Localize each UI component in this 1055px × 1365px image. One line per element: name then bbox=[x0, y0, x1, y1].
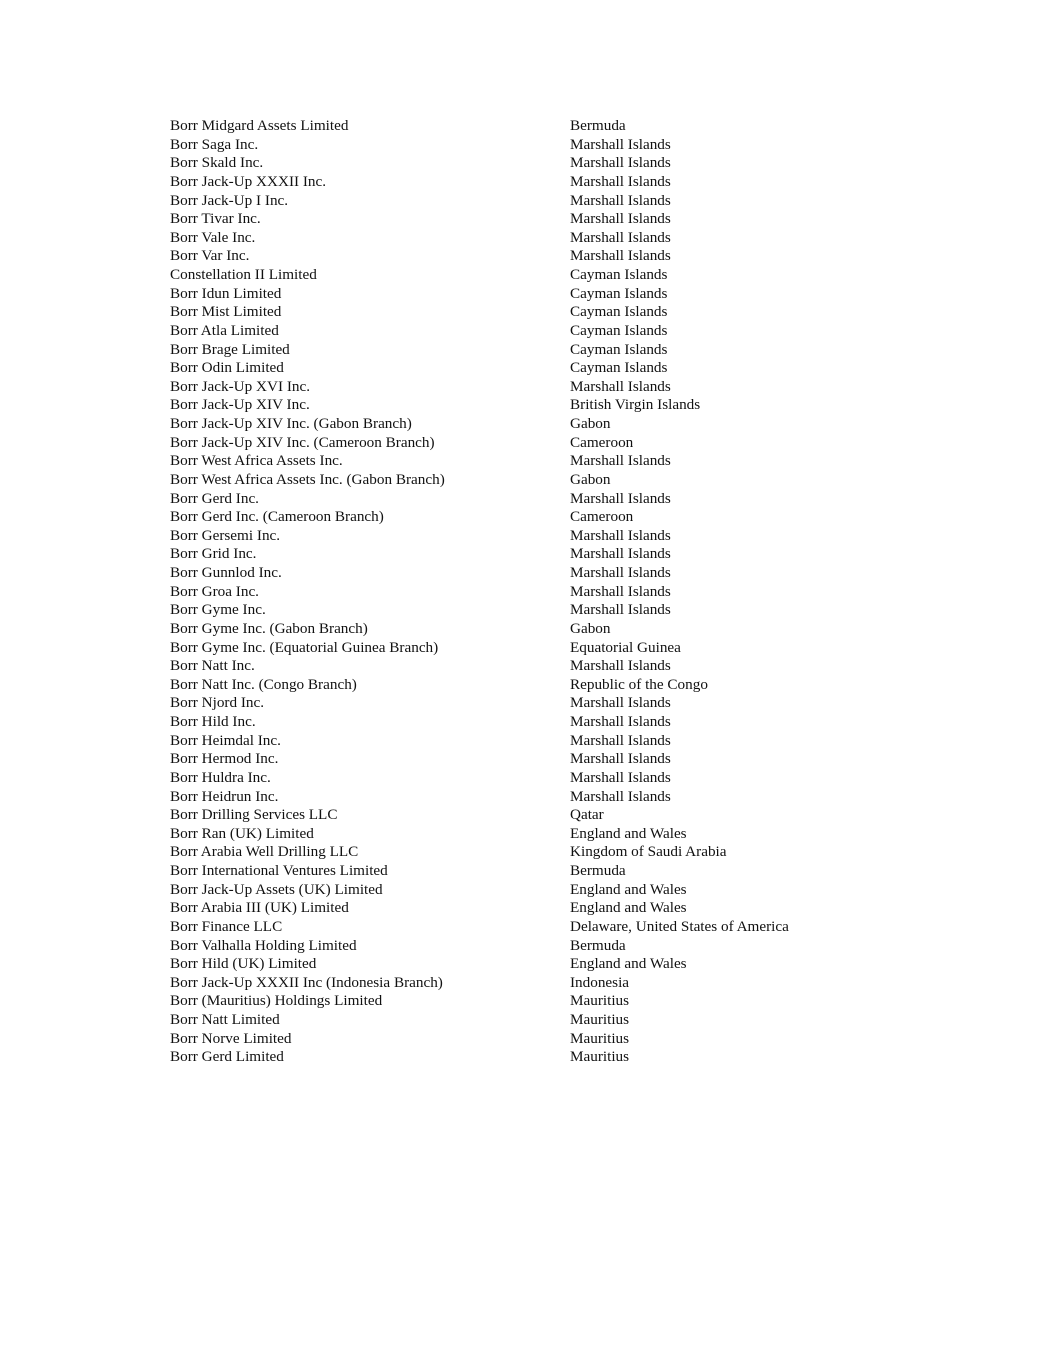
subsidiary-row bbox=[170, 955, 789, 974]
subsidiary-row bbox=[170, 601, 789, 620]
entity-name: Borr Groa Inc. bbox=[170, 582, 259, 600]
subsidiary-row bbox=[170, 322, 789, 341]
jurisdiction: Marshall Islands bbox=[570, 601, 671, 619]
subsidiary-row bbox=[170, 136, 789, 155]
entity-name: Borr Arabia Well Drilling LLC bbox=[170, 843, 359, 861]
jurisdiction: Cayman Islands bbox=[570, 284, 668, 302]
entity-name: Borr Jack-Up XIV Inc. bbox=[170, 396, 310, 414]
jurisdiction: Marshall Islands bbox=[570, 191, 671, 209]
jurisdiction: Cayman Islands bbox=[570, 340, 668, 358]
entity-name: Borr International Ventures Limited bbox=[170, 862, 388, 879]
jurisdiction: Cameroon bbox=[570, 508, 634, 526]
subsidiary-row bbox=[170, 415, 789, 434]
jurisdiction: Gabon bbox=[570, 415, 611, 432]
jurisdiction: Kingdom of Saudi Arabia bbox=[570, 843, 727, 861]
jurisdiction: England and Wales bbox=[570, 880, 687, 898]
jurisdiction: Marshall Islands bbox=[570, 545, 671, 563]
subsidiary-row bbox=[170, 341, 789, 360]
jurisdiction: England and Wales bbox=[570, 824, 687, 842]
entity-name: Borr West Africa Assets Inc. bbox=[170, 452, 343, 470]
jurisdiction: Bermuda bbox=[570, 862, 626, 879]
entity-name: Borr Jack-Up XIV Inc. (Gabon Branch) bbox=[170, 415, 412, 432]
entity-name: Borr Gyme Inc. (Gabon Branch) bbox=[170, 619, 368, 637]
entity-name: Borr Natt Limited bbox=[170, 1011, 280, 1028]
jurisdiction: Marshall Islands bbox=[570, 713, 671, 730]
entity-name: Borr Grid Inc. bbox=[170, 545, 257, 563]
entity-name: Borr Mist Limited bbox=[170, 303, 282, 321]
jurisdiction: England and Wales bbox=[570, 955, 687, 973]
subsidiary-row bbox=[170, 899, 789, 918]
subsidiary-row bbox=[170, 620, 789, 639]
subsidiary-row bbox=[170, 992, 789, 1011]
entity-name: Borr Finance LLC bbox=[170, 917, 283, 935]
subsidiary-row bbox=[170, 918, 789, 937]
subsidiary-row bbox=[170, 806, 789, 825]
entity-name: Borr Hild Inc. bbox=[170, 713, 256, 730]
jurisdiction: Mauritius bbox=[570, 992, 630, 1010]
entity-name: Borr Saga Inc. bbox=[170, 135, 259, 153]
subsidiary-row bbox=[170, 862, 789, 881]
subsidiary-row bbox=[170, 229, 789, 248]
entity-name: Borr Valhalla Holding Limited bbox=[170, 936, 357, 954]
subsidiary-row bbox=[170, 676, 789, 695]
subsidiary-row bbox=[170, 545, 789, 564]
jurisdiction: Qatar bbox=[570, 806, 604, 824]
entity-name: Borr Arabia III (UK) Limited bbox=[170, 899, 349, 917]
subsidiary-row bbox=[170, 937, 789, 956]
jurisdiction: Bermuda bbox=[570, 117, 626, 134]
jurisdiction: Marshall Islands bbox=[570, 564, 671, 581]
subsidiary-row bbox=[170, 471, 789, 490]
jurisdiction: Marshall Islands bbox=[570, 750, 671, 768]
subsidiary-row bbox=[170, 396, 789, 415]
subsidiary-row bbox=[170, 564, 789, 583]
jurisdiction: England and Wales bbox=[570, 899, 687, 917]
jurisdiction: Cayman Islands bbox=[570, 303, 668, 321]
jurisdiction: Marshall Islands bbox=[570, 526, 671, 544]
subsidiary-row bbox=[170, 266, 789, 285]
subsidiary-row bbox=[170, 434, 789, 453]
entity-name: Borr Gyme Inc. bbox=[170, 601, 266, 619]
jurisdiction: Delaware, United States of America bbox=[570, 917, 789, 935]
jurisdiction: Gabon bbox=[570, 619, 611, 637]
jurisdiction: Marshall Islands bbox=[570, 731, 671, 749]
subsidiary-row bbox=[170, 788, 789, 807]
jurisdiction: Cameroon bbox=[570, 433, 634, 451]
subsidiary-row bbox=[170, 527, 789, 546]
subsidiary-row bbox=[170, 192, 789, 211]
entity-name: Borr Jack-Up XVI Inc. bbox=[170, 377, 311, 395]
subsidiary-list bbox=[170, 117, 789, 1067]
entity-name: Borr Vale Inc. bbox=[170, 228, 256, 246]
jurisdiction: Marshall Islands bbox=[570, 489, 671, 507]
entity-name: Borr Brage Limited bbox=[170, 340, 290, 358]
jurisdiction: Gabon bbox=[570, 470, 611, 488]
subsidiary-row bbox=[170, 881, 789, 900]
subsidiary-row bbox=[170, 490, 789, 509]
jurisdiction: Cayman Islands bbox=[570, 359, 668, 377]
jurisdiction: Marshall Islands bbox=[570, 247, 671, 265]
subsidiary-row bbox=[170, 1030, 789, 1049]
entity-name: Borr Atla Limited bbox=[170, 321, 279, 339]
entity-name: Borr Ran (UK) Limited bbox=[170, 824, 314, 842]
jurisdiction: Bermuda bbox=[570, 936, 626, 954]
subsidiary-row bbox=[170, 732, 789, 751]
jurisdiction: Republic of the Congo bbox=[570, 675, 708, 693]
subsidiary-row bbox=[170, 247, 789, 266]
entity-name: Borr Jack-Up I Inc. bbox=[170, 191, 289, 209]
entity-name: Borr Gyme Inc. (Equatorial Guinea Branch) bbox=[170, 638, 439, 656]
entity-name: Borr Tivar Inc. bbox=[170, 210, 261, 228]
jurisdiction: Marshall Islands bbox=[570, 768, 671, 786]
subsidiary-row bbox=[170, 154, 789, 173]
subsidiary-row bbox=[170, 173, 789, 192]
entity-name: Borr Gerd Limited bbox=[170, 1048, 284, 1066]
subsidiary-row bbox=[170, 378, 789, 397]
entity-name: Borr Gersemi Inc. bbox=[170, 526, 281, 544]
jurisdiction: Mauritius bbox=[570, 1029, 630, 1047]
entity-name: Borr Hild (UK) Limited bbox=[170, 955, 317, 973]
entity-name: Borr Idun Limited bbox=[170, 284, 282, 302]
jurisdiction: Marshall Islands bbox=[570, 787, 671, 805]
subsidiary-row bbox=[170, 1011, 789, 1030]
entity-name: Borr Natt Inc. (Congo Branch) bbox=[170, 675, 357, 693]
entity-name: Borr (Mauritius) Holdings Limited bbox=[170, 992, 383, 1010]
jurisdiction: Marshall Islands bbox=[570, 452, 671, 470]
entity-name: Borr Drilling Services LLC bbox=[170, 806, 338, 824]
subsidiary-row bbox=[170, 825, 789, 844]
subsidiary-row bbox=[170, 508, 789, 527]
subsidiary-row bbox=[170, 694, 789, 713]
entity-name: Borr Gunnlod Inc. bbox=[170, 564, 282, 581]
subsidiary-row bbox=[170, 639, 789, 658]
subsidiary-row bbox=[170, 285, 789, 304]
entity-name: Borr Njord Inc. bbox=[170, 694, 265, 712]
jurisdiction: Marshall Islands bbox=[570, 172, 671, 190]
subsidiary-row bbox=[170, 657, 789, 676]
jurisdiction: British Virgin Islands bbox=[570, 396, 701, 414]
subsidiary-row bbox=[170, 750, 789, 769]
jurisdiction: Mauritius bbox=[570, 1048, 630, 1066]
entity-name: Borr Huldra Inc. bbox=[170, 768, 271, 786]
jurisdiction: Mauritius bbox=[570, 1011, 630, 1028]
entity-name: Borr Jack-Up XXXII Inc (Indonesia Branch) bbox=[170, 973, 443, 991]
jurisdiction: Marshall Islands bbox=[570, 228, 671, 246]
entity-name: Borr Natt Inc. bbox=[170, 657, 255, 675]
entity-name: Borr Heimdal Inc. bbox=[170, 731, 281, 749]
entity-name: Borr Odin Limited bbox=[170, 359, 284, 377]
jurisdiction: Marshall Islands bbox=[570, 154, 671, 172]
jurisdiction: Marshall Islands bbox=[570, 135, 671, 153]
jurisdiction: Marshall Islands bbox=[570, 657, 671, 675]
jurisdiction: Cayman Islands bbox=[570, 321, 668, 339]
subsidiary-row bbox=[170, 210, 789, 229]
entity-name: Constellation II Limited bbox=[170, 266, 317, 283]
subsidiary-row bbox=[170, 303, 789, 322]
entity-name: Borr Skald Inc. bbox=[170, 154, 264, 172]
subsidiary-row bbox=[170, 117, 789, 136]
subsidiary-row bbox=[170, 1048, 789, 1067]
entity-name: Borr Gerd Inc. (Cameroon Branch) bbox=[170, 508, 384, 526]
subsidiary-row bbox=[170, 843, 789, 862]
jurisdiction: Marshall Islands bbox=[570, 210, 671, 228]
subsidiary-row bbox=[170, 974, 789, 993]
subsidiary-row bbox=[170, 583, 789, 602]
entity-name: Borr Midgard Assets Limited bbox=[170, 117, 349, 134]
jurisdiction: Marshall Islands bbox=[570, 694, 671, 712]
jurisdiction: Cayman Islands bbox=[570, 266, 668, 283]
subsidiary-row bbox=[170, 713, 789, 732]
subsidiary-row bbox=[170, 769, 789, 788]
entity-name: Borr Var Inc. bbox=[170, 247, 250, 265]
entity-name: Borr Norve Limited bbox=[170, 1029, 292, 1047]
jurisdiction: Marshall Islands bbox=[570, 377, 671, 395]
entity-name: Borr West Africa Assets Inc. (Gabon Branch) bbox=[170, 470, 445, 488]
entity-name: Borr Gerd Inc. bbox=[170, 489, 259, 507]
subsidiary-row bbox=[170, 359, 789, 378]
entity-name: Borr Jack-Up XXXII Inc. bbox=[170, 172, 327, 190]
jurisdiction: Marshall Islands bbox=[570, 582, 671, 600]
jurisdiction: Equatorial Guinea bbox=[570, 638, 681, 656]
entity-name: Borr Heidrun Inc. bbox=[170, 787, 279, 805]
jurisdiction: Indonesia bbox=[570, 973, 630, 991]
entity-name: Borr Jack-Up XIV Inc. (Cameroon Branch) bbox=[170, 433, 435, 451]
entity-name: Borr Jack-Up Assets (UK) Limited bbox=[170, 880, 383, 898]
entity-name: Borr Hermod Inc. bbox=[170, 750, 279, 768]
subsidiary-row bbox=[170, 452, 789, 471]
